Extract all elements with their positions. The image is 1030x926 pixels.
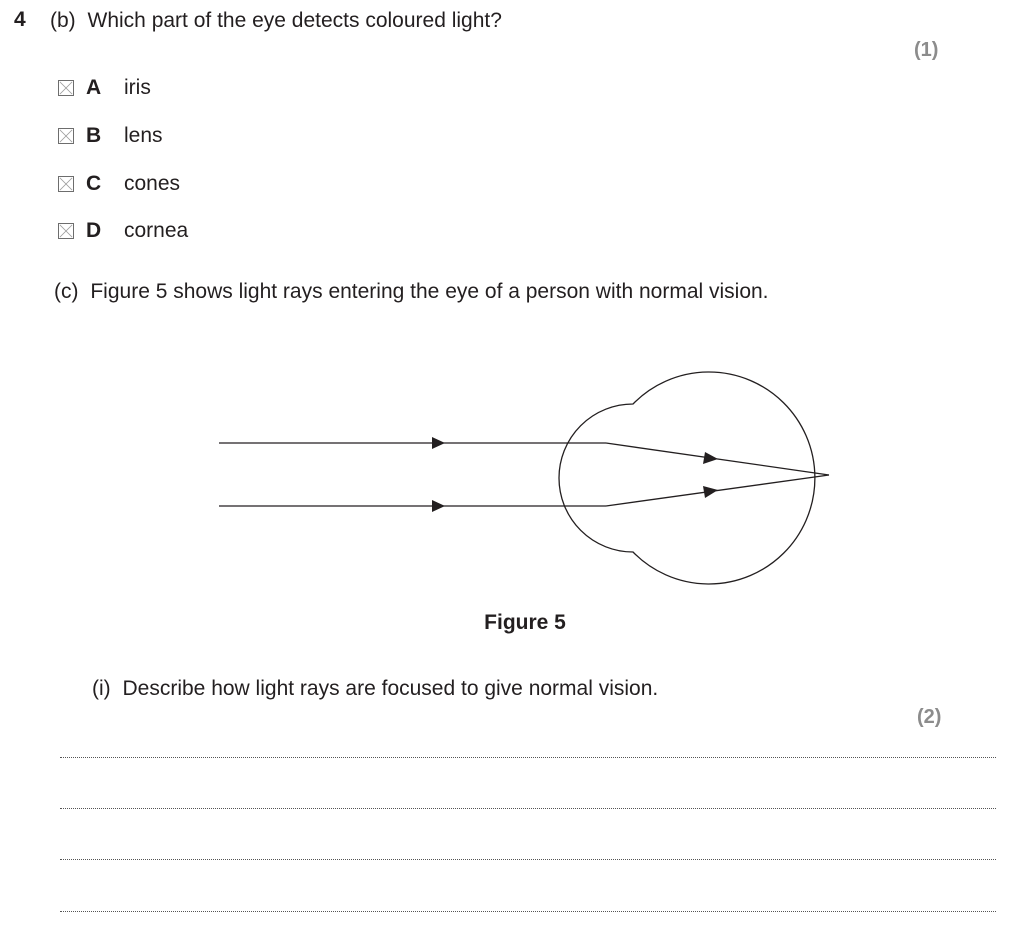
option-c-letter: C: [86, 172, 102, 195]
arrow-top-outside: [432, 437, 445, 449]
part-b-text: Which part of the eye detects coloured light?: [87, 9, 502, 32]
eyeball-outline: [559, 372, 815, 584]
part-b-label: (b): [50, 9, 76, 32]
answer-line[interactable]: [60, 757, 996, 758]
option-b-text: lens: [124, 124, 163, 147]
option-d-text: cornea: [124, 219, 189, 242]
option-c[interactable]: [58, 172, 180, 196]
answer-line[interactable]: [60, 859, 996, 860]
option-d-checkbox[interactable]: [58, 223, 74, 239]
option-c-checkbox[interactable]: [58, 176, 74, 192]
part-c-i-text: Describe how light rays are focused to give normal vision.: [122, 677, 659, 700]
answer-line[interactable]: [60, 911, 996, 912]
option-a[interactable]: [58, 76, 151, 100]
part-c-label: (c): [54, 280, 79, 303]
part-c-i-label: (i): [92, 677, 111, 700]
option-b-letter: B: [86, 124, 102, 147]
eye-diagram: [200, 360, 850, 600]
option-a-checkbox[interactable]: [58, 80, 74, 96]
part-c-i-question: [92, 677, 658, 701]
option-d[interactable]: [58, 219, 188, 243]
figure-caption: Figure 5: [484, 611, 566, 634]
arrow-top-inside: [703, 452, 718, 464]
option-d-letter: D: [86, 219, 102, 242]
part-b-marks: (1): [914, 39, 939, 61]
arrow-bottom-outside: [432, 500, 445, 512]
part-c-text: Figure 5 shows light rays entering the eye of a person with normal vision.: [90, 280, 769, 303]
part-b-question: [50, 9, 502, 33]
option-b-checkbox[interactable]: [58, 128, 74, 144]
option-b[interactable]: [58, 124, 163, 148]
answer-line[interactable]: [60, 808, 996, 809]
part-c-question: [54, 280, 769, 304]
option-a-text: iris: [124, 76, 151, 99]
question-number: 4: [14, 8, 26, 31]
arrow-bottom-inside: [703, 486, 718, 498]
option-a-letter: A: [86, 76, 102, 99]
light-ray-bottom-refracted: [606, 475, 829, 506]
option-c-text: cones: [124, 172, 181, 195]
part-c-i-marks: (2): [917, 706, 942, 728]
